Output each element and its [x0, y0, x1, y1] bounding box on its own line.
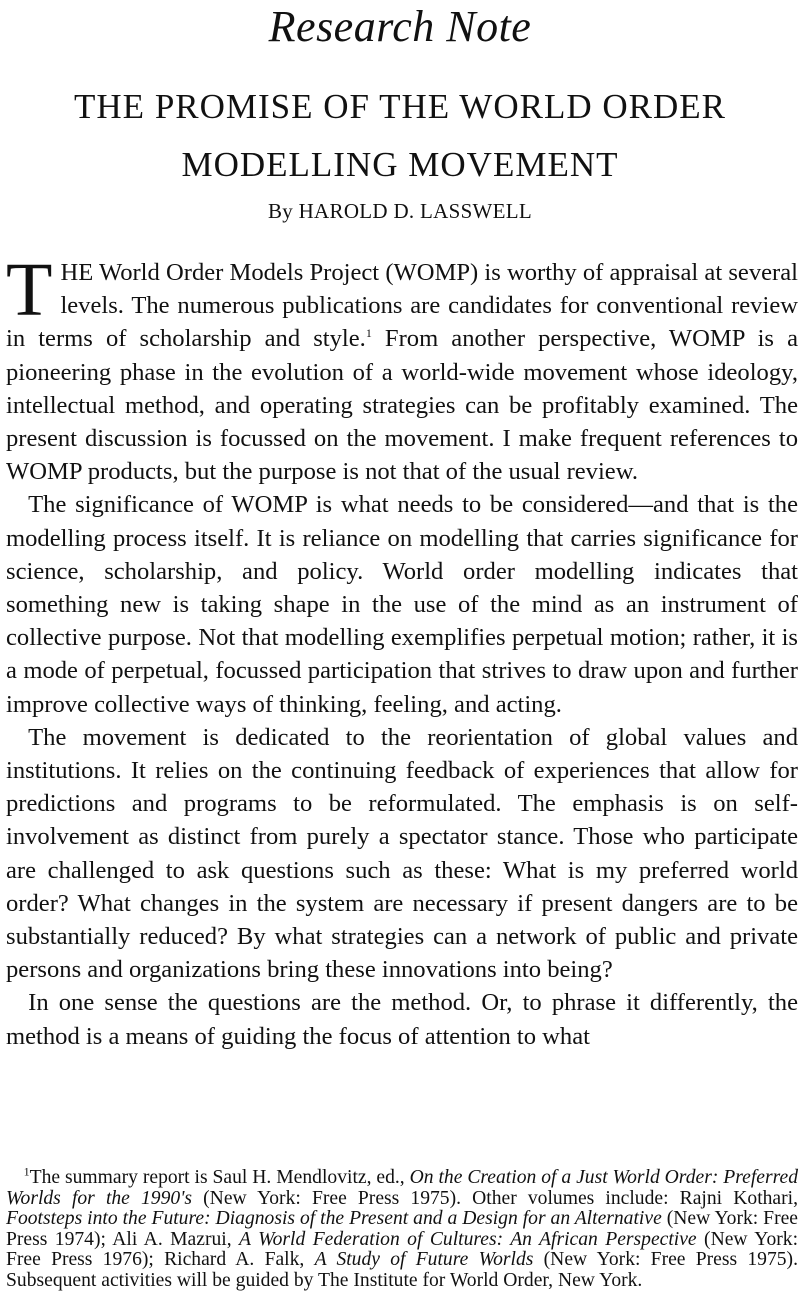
author-byline: By HAROLD D. LASSWELL — [267, 199, 533, 223]
footnote-1 — [6, 1164, 799, 1292]
section-kicker: Research Note — [268, 2, 532, 51]
paragraph-4: In one sense the questions are the method. Or, to phrase it differently, the method is a means of guiding the focus of attention to what — [6, 989, 798, 1050]
paragraph-1-text-b: From another perspective, WOMP is a pioneering phase in the evolution of a world-wide movement whose ideology, intellectual method, and operating strategies can be profitably examined. The present discussion is focussed on the movement. I make frequent references to WOMP products, but the purpose is not that of the usual review. — [6, 325, 799, 486]
drop-cap: T — [6, 248, 53, 332]
paragraph-1 — [6, 248, 799, 488]
footnote-text: (New York: Free Press 1975). Subsequent activities will be guided by The Institute for World Order, New York. — [6, 1249, 798, 1291]
paragraph-3: The movement is dedicated to the reorientation of global values and institutions. It relies on the continuing feedback of experiences that allow for predictions and programs to be reformulated. The emphasis is on self-involvement as distinct from purely a spectator stance. Those who participate are challenged to ask questions such as these: What is my preferred world order? What changes in the system are necessary if present dangers are to be substantially reduced? By what strategies can a network of public and private persons and organizations bring these innovations into being? — [6, 723, 798, 984]
article-title — [0, 78, 800, 194]
footnote-text: (New York: Free Press 1974); Ali A. Mazrui, — [6, 1208, 798, 1250]
article-body — [6, 248, 799, 1053]
footnote-text: The summary report is Saul H. Mendlovitz, ed., — [29, 1167, 410, 1188]
footnote-text: (New York: Free Press 1976); Richard A. Falk, — [6, 1228, 799, 1271]
footnote-ref-1[interactable]: 1 — [365, 326, 372, 341]
footnotes — [6, 1164, 799, 1292]
title-line-2: MODELLING MOVEMENT — [181, 145, 619, 184]
footnote-mark: 1 — [23, 1164, 30, 1179]
cited-title: Footsteps into the Future: Diagnosis of the Present and a Design for an Alternative — [6, 1208, 662, 1230]
footnote-text: (New York: Free Press 1975). Other volumes include: Rajni Kothari, — [192, 1187, 798, 1209]
paragraph-2: The significance of WOMP is what needs to be considered—and that is the modelling process itself. It is reliance on modelling that carries significance for science, scholarship, and policy. World order modelling indicates that something new is taking shape in the use of the mind as an instrument of collective purpose. Not that modelling exemplifies perpetual motion; rather, it is a mode of perpetual, focussed participation that strives to draw upon and further improve collective ways of thinking, feeling, and acting. — [6, 491, 798, 718]
cited-title: A Study of Future Worlds — [314, 1249, 534, 1271]
cited-title: A World Federation of Cultures: An African Perspective — [239, 1228, 697, 1250]
title-line-1: THE PROMISE OF THE WORLD ORDER — [74, 87, 726, 126]
cited-title: On the Creation of a Just World Order: Preferred Worlds for the 1990's — [6, 1167, 798, 1209]
paragraph-1-text-a: HE World Order Models Project (WOMP) is worthy of appraisal at several levels. The numerous publications are candidates for conventional review in terms of scholarship and style. — [6, 259, 798, 353]
